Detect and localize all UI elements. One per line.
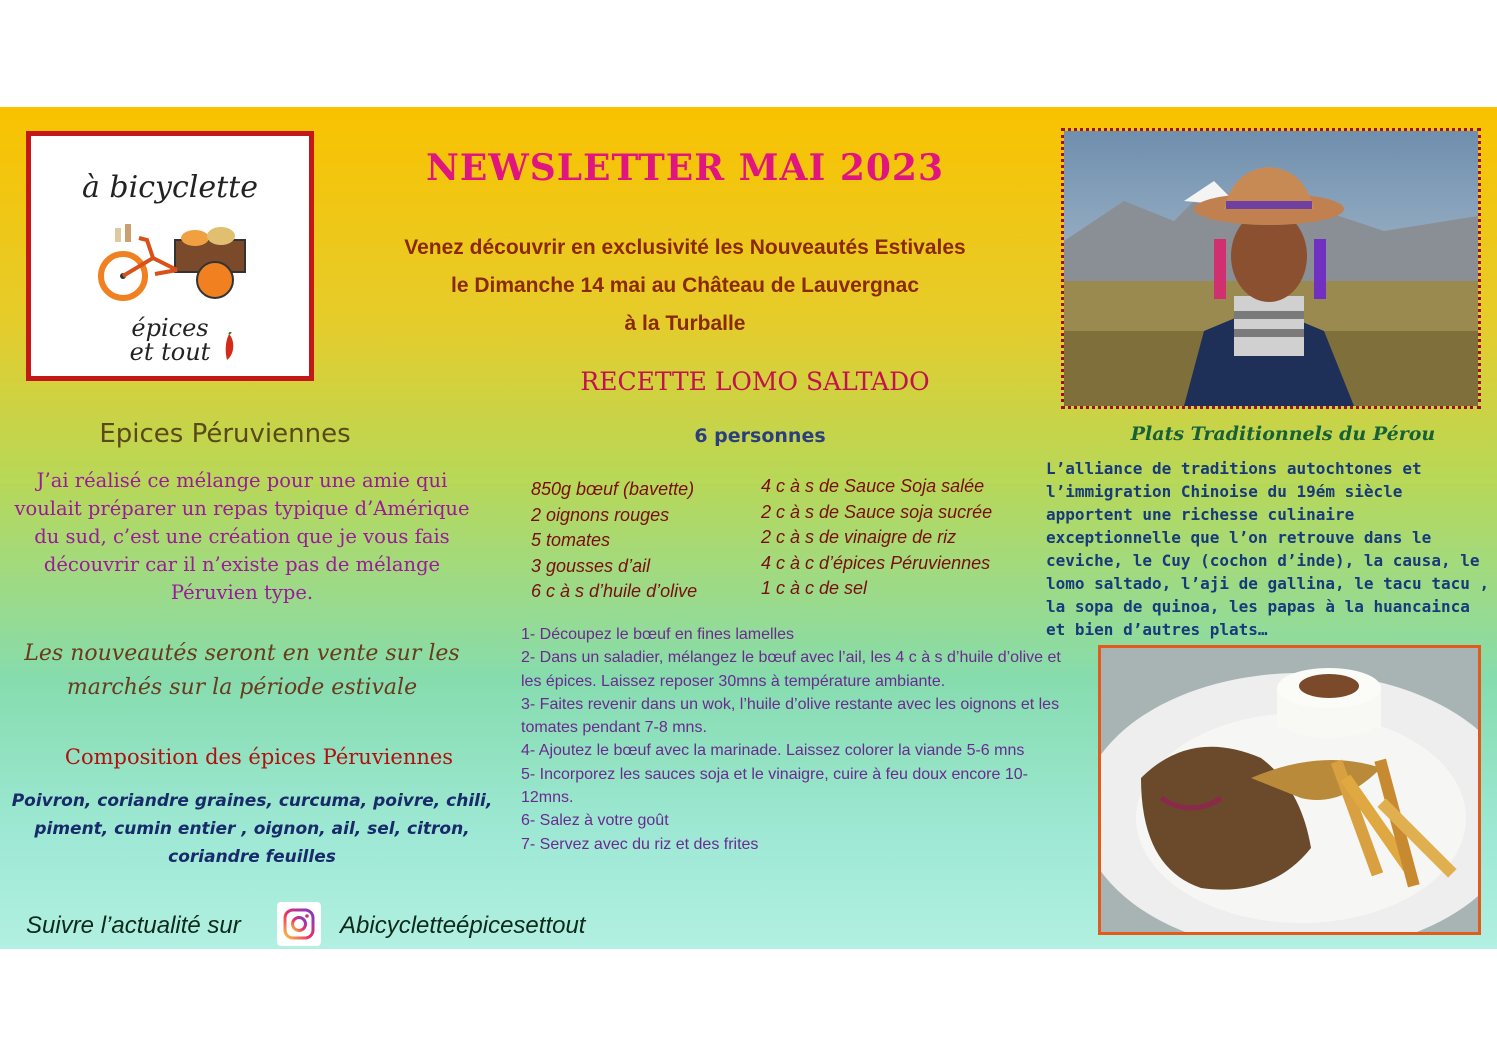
recipe-step: 4- Ajoutez le bœuf avec la marinade. Laissez colorer la viande 5-6 mns bbox=[521, 742, 1025, 760]
nouveautes-note: Les nouveautés seront en vente sur les marchés sur la période estivale bbox=[24, 641, 460, 700]
ingredient-item: 4 c à c d’épices Péruviennes bbox=[761, 552, 991, 573]
instagram-icon[interactable] bbox=[277, 902, 321, 946]
follow-label: Suivre l’actualité sur bbox=[26, 912, 241, 939]
recipe-step: 1- Découpez le bœuf en fines lamelles bbox=[521, 626, 795, 643]
recipe-step: 5- Incorporez les sauces soja et le vinaigre, cuire à feu doux encore 10-12mns. bbox=[521, 765, 1028, 807]
plats-text: L’alliance de traditions autochtones et l’immigration Chinoise du 19ém siècle apportent une richesse culinaire exceptionnelle que l’on retrouve dans le ceviche, le Cuy (cochon d’inde), la causa, le lomo saltado, l’aji de gallina, le tacu tacu , la sopa de quinoa, les papas à la huancainca et bien d’autres plats… bbox=[1046, 459, 1490, 639]
peruvian-man-photo bbox=[1061, 128, 1481, 409]
intro-announcement bbox=[330, 229, 1040, 343]
recipe-title: RECETTE LOMO SALTADO bbox=[580, 367, 930, 396]
brand-logo bbox=[26, 131, 314, 381]
recipe-step: 6- Salez à votre goût bbox=[521, 812, 669, 830]
instagram-handle[interactable]: Abicycletteépicesettout bbox=[340, 912, 586, 939]
newsletter-title: NEWSLETTER MAI 2023 bbox=[425, 147, 945, 189]
newsletter-poster bbox=[0, 107, 1497, 949]
logo-subtitle-line1: épices bbox=[131, 314, 209, 342]
ingredient-item: 3 gousses d’ail bbox=[531, 555, 651, 576]
recipe-servings: 6 personnes bbox=[694, 425, 826, 447]
ingredient-item: 5 tomates bbox=[531, 530, 611, 550]
logo-subtitle bbox=[31, 316, 309, 364]
intro-line: Venez découvrir en exclusivité les Nouveautés Estivales bbox=[404, 236, 966, 259]
chili-pepper-icon bbox=[221, 332, 237, 362]
ingredient-item: 2 c à s de vinaigre de riz bbox=[761, 527, 957, 547]
logo-title: à bicyclette bbox=[82, 170, 258, 205]
intro-line: à la Turballe bbox=[624, 312, 746, 335]
epices-title: Epices Péruviennes bbox=[99, 419, 351, 449]
composition-title: Composition des épices Péruviennes bbox=[64, 745, 454, 769]
plats-title: Plats Traditionnels du Pérou bbox=[1130, 423, 1436, 445]
ingredient-item: 2 c à s de Sauce soja sucrée bbox=[761, 501, 993, 522]
ingredient-item: 2 oignons rouges bbox=[531, 504, 670, 525]
ingredient-item: 1 c à c de sel bbox=[761, 578, 868, 598]
intro-line: le Dimanche 14 mai au Château de Lauvergnac bbox=[450, 274, 919, 297]
composition-text: Poivron, coriandre graines, curcuma, poivre, chili, piment, cumin entier , oignon, ail, sel, citron, coriandre feuilles bbox=[11, 791, 493, 867]
ingredient-item: 4 c à s de Sauce Soja salée bbox=[761, 476, 985, 496]
lomo-saltado-dish-photo bbox=[1098, 645, 1481, 935]
epices-text: J’ai réalisé ce mélange pour une amie qui voulait préparer un repas typique d’Amérique du sud, c’est une création que je vous fais découvrir car il n’existe pas de mélange Péruvien type. bbox=[14, 469, 470, 604]
ingredient-item: 6 c à s d’huile d’olive bbox=[531, 581, 698, 601]
recipe-step: 3- Faites revenir dans un wok, l’huile d’olive restante avec les oignons et les tomates pendant 7-8 mns. bbox=[521, 695, 1060, 737]
recipe-step: 7- Servez avec du riz et des frites bbox=[521, 835, 759, 853]
recipe-step: 2- Dans un saladier, mélangez le bœuf avec l’ail, les 4 c à s d’huile d’olive et les épices. Laissez reposer 30mns à température ambiante. bbox=[521, 649, 1061, 690]
bicycle-cart-illustration bbox=[95, 218, 255, 308]
ingredients-list-right bbox=[761, 474, 992, 602]
ingredients-list-left bbox=[531, 477, 697, 605]
recipe-steps bbox=[521, 623, 1071, 856]
ingredient-item: 850g bœuf (bavette) bbox=[531, 479, 695, 499]
logo-subtitle-line2: et tout bbox=[129, 338, 211, 366]
